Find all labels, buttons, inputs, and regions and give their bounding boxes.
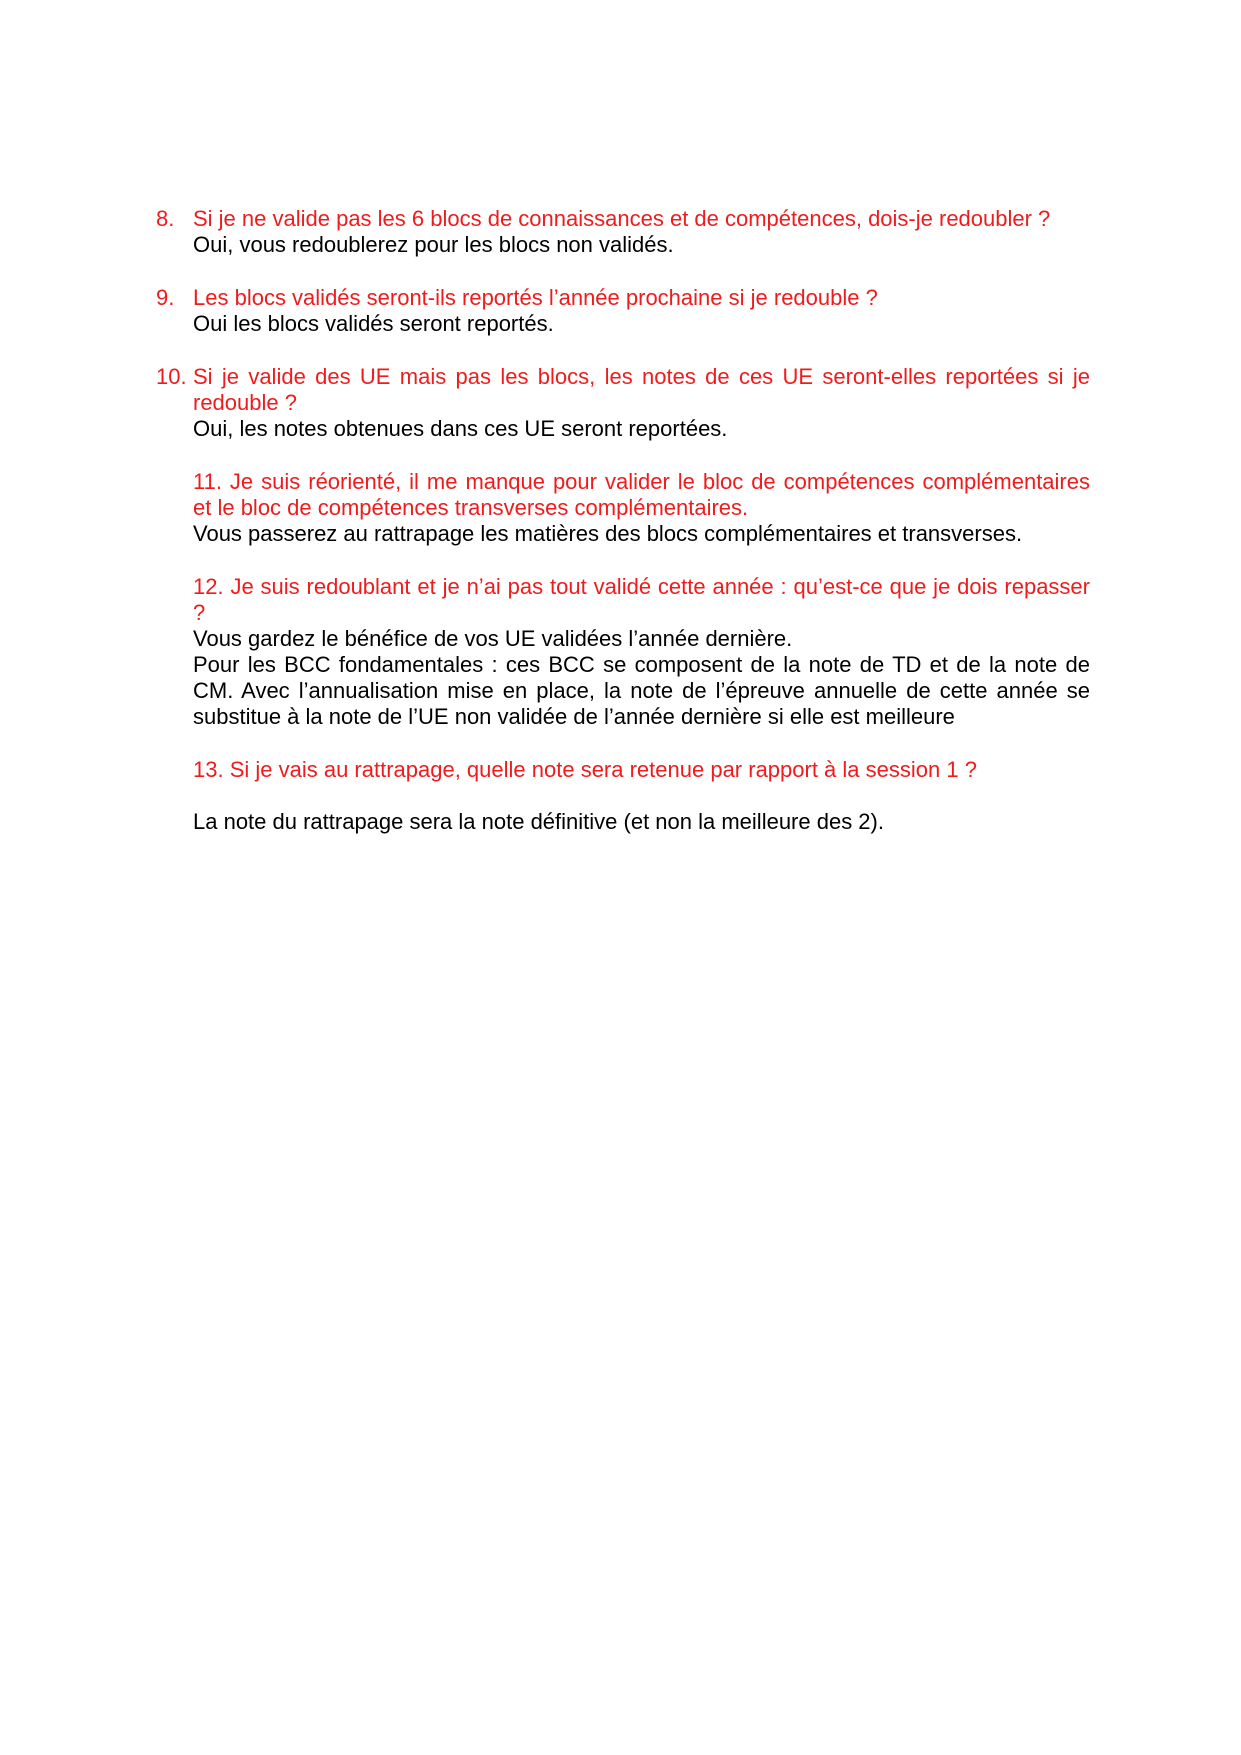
faq-answer-9: Oui les blocs validés seront reportés. — [193, 311, 554, 336]
faq-answer-13: La note du rattrapage sera la note définitive (et non la meilleure des 2). — [193, 809, 884, 834]
faq-question-11: 11. Je suis réorienté, il me manque pour valider le bloc de compétences complémentaires et le bloc de compétences transverses complémentaires. — [193, 469, 1090, 520]
faq-item-8 — [156, 206, 1090, 258]
faq-answer-10: Oui, les notes obtenues dans ces UE seront reportées. — [193, 416, 728, 441]
faq-answer-12b: Pour les BCC fondamentales : ces BCC se composent de la note de TD et de la note de CM. Avec l’annualisation mise en place, la note de l’épreuve annuelle de cette année se substitue à la note de l’UE non validée de l’année dernière si elle est meilleure — [193, 652, 1090, 729]
faq-item-13 — [156, 757, 1090, 835]
faq-question-12: 12. Je suis redoublant et je n’ai pas tout validé cette année : qu’est-ce que je dois repasser ? — [193, 574, 1090, 625]
faq-question-13: 13. Si je vais au rattrapage, quelle note sera retenue par rapport à la session 1 ? — [193, 757, 977, 782]
faq-question-9 — [156, 285, 1090, 311]
faq-item-12 — [156, 574, 1090, 730]
faq-item-10 — [156, 364, 1090, 442]
faq-answer-12a: Vous gardez le bénéfice de vos UE validées l’année dernière. — [193, 626, 793, 651]
faq-question-text-9: Les blocs validés seront-ils reportés l’année prochaine si je redouble ? — [193, 285, 878, 310]
faq-item-11 — [156, 469, 1090, 547]
faq-question-text-10: Si je valide des UE mais pas les blocs, les notes de ces UE seront-elles reportées si je redouble ? — [193, 364, 1090, 415]
faq-question-8 — [156, 206, 1090, 232]
faq-item-9 — [156, 285, 1090, 337]
faq-list — [156, 206, 1090, 862]
faq-answer-8: Oui, vous redoublerez pour les blocs non validés. — [193, 232, 674, 257]
faq-number-9: 9. — [156, 285, 175, 310]
faq-answer-11: Vous passerez au rattrapage les matières des blocs complémentaires et transverses. — [193, 521, 1023, 546]
faq-number-10: 10. — [156, 364, 187, 389]
blank-line — [156, 783, 1090, 809]
faq-number-8: 8. — [156, 206, 175, 231]
faq-question-10 — [156, 364, 1090, 416]
faq-question-text-8: Si je ne valide pas les 6 blocs de connaissances et de compétences, dois-je redoubler ? — [193, 206, 1051, 231]
